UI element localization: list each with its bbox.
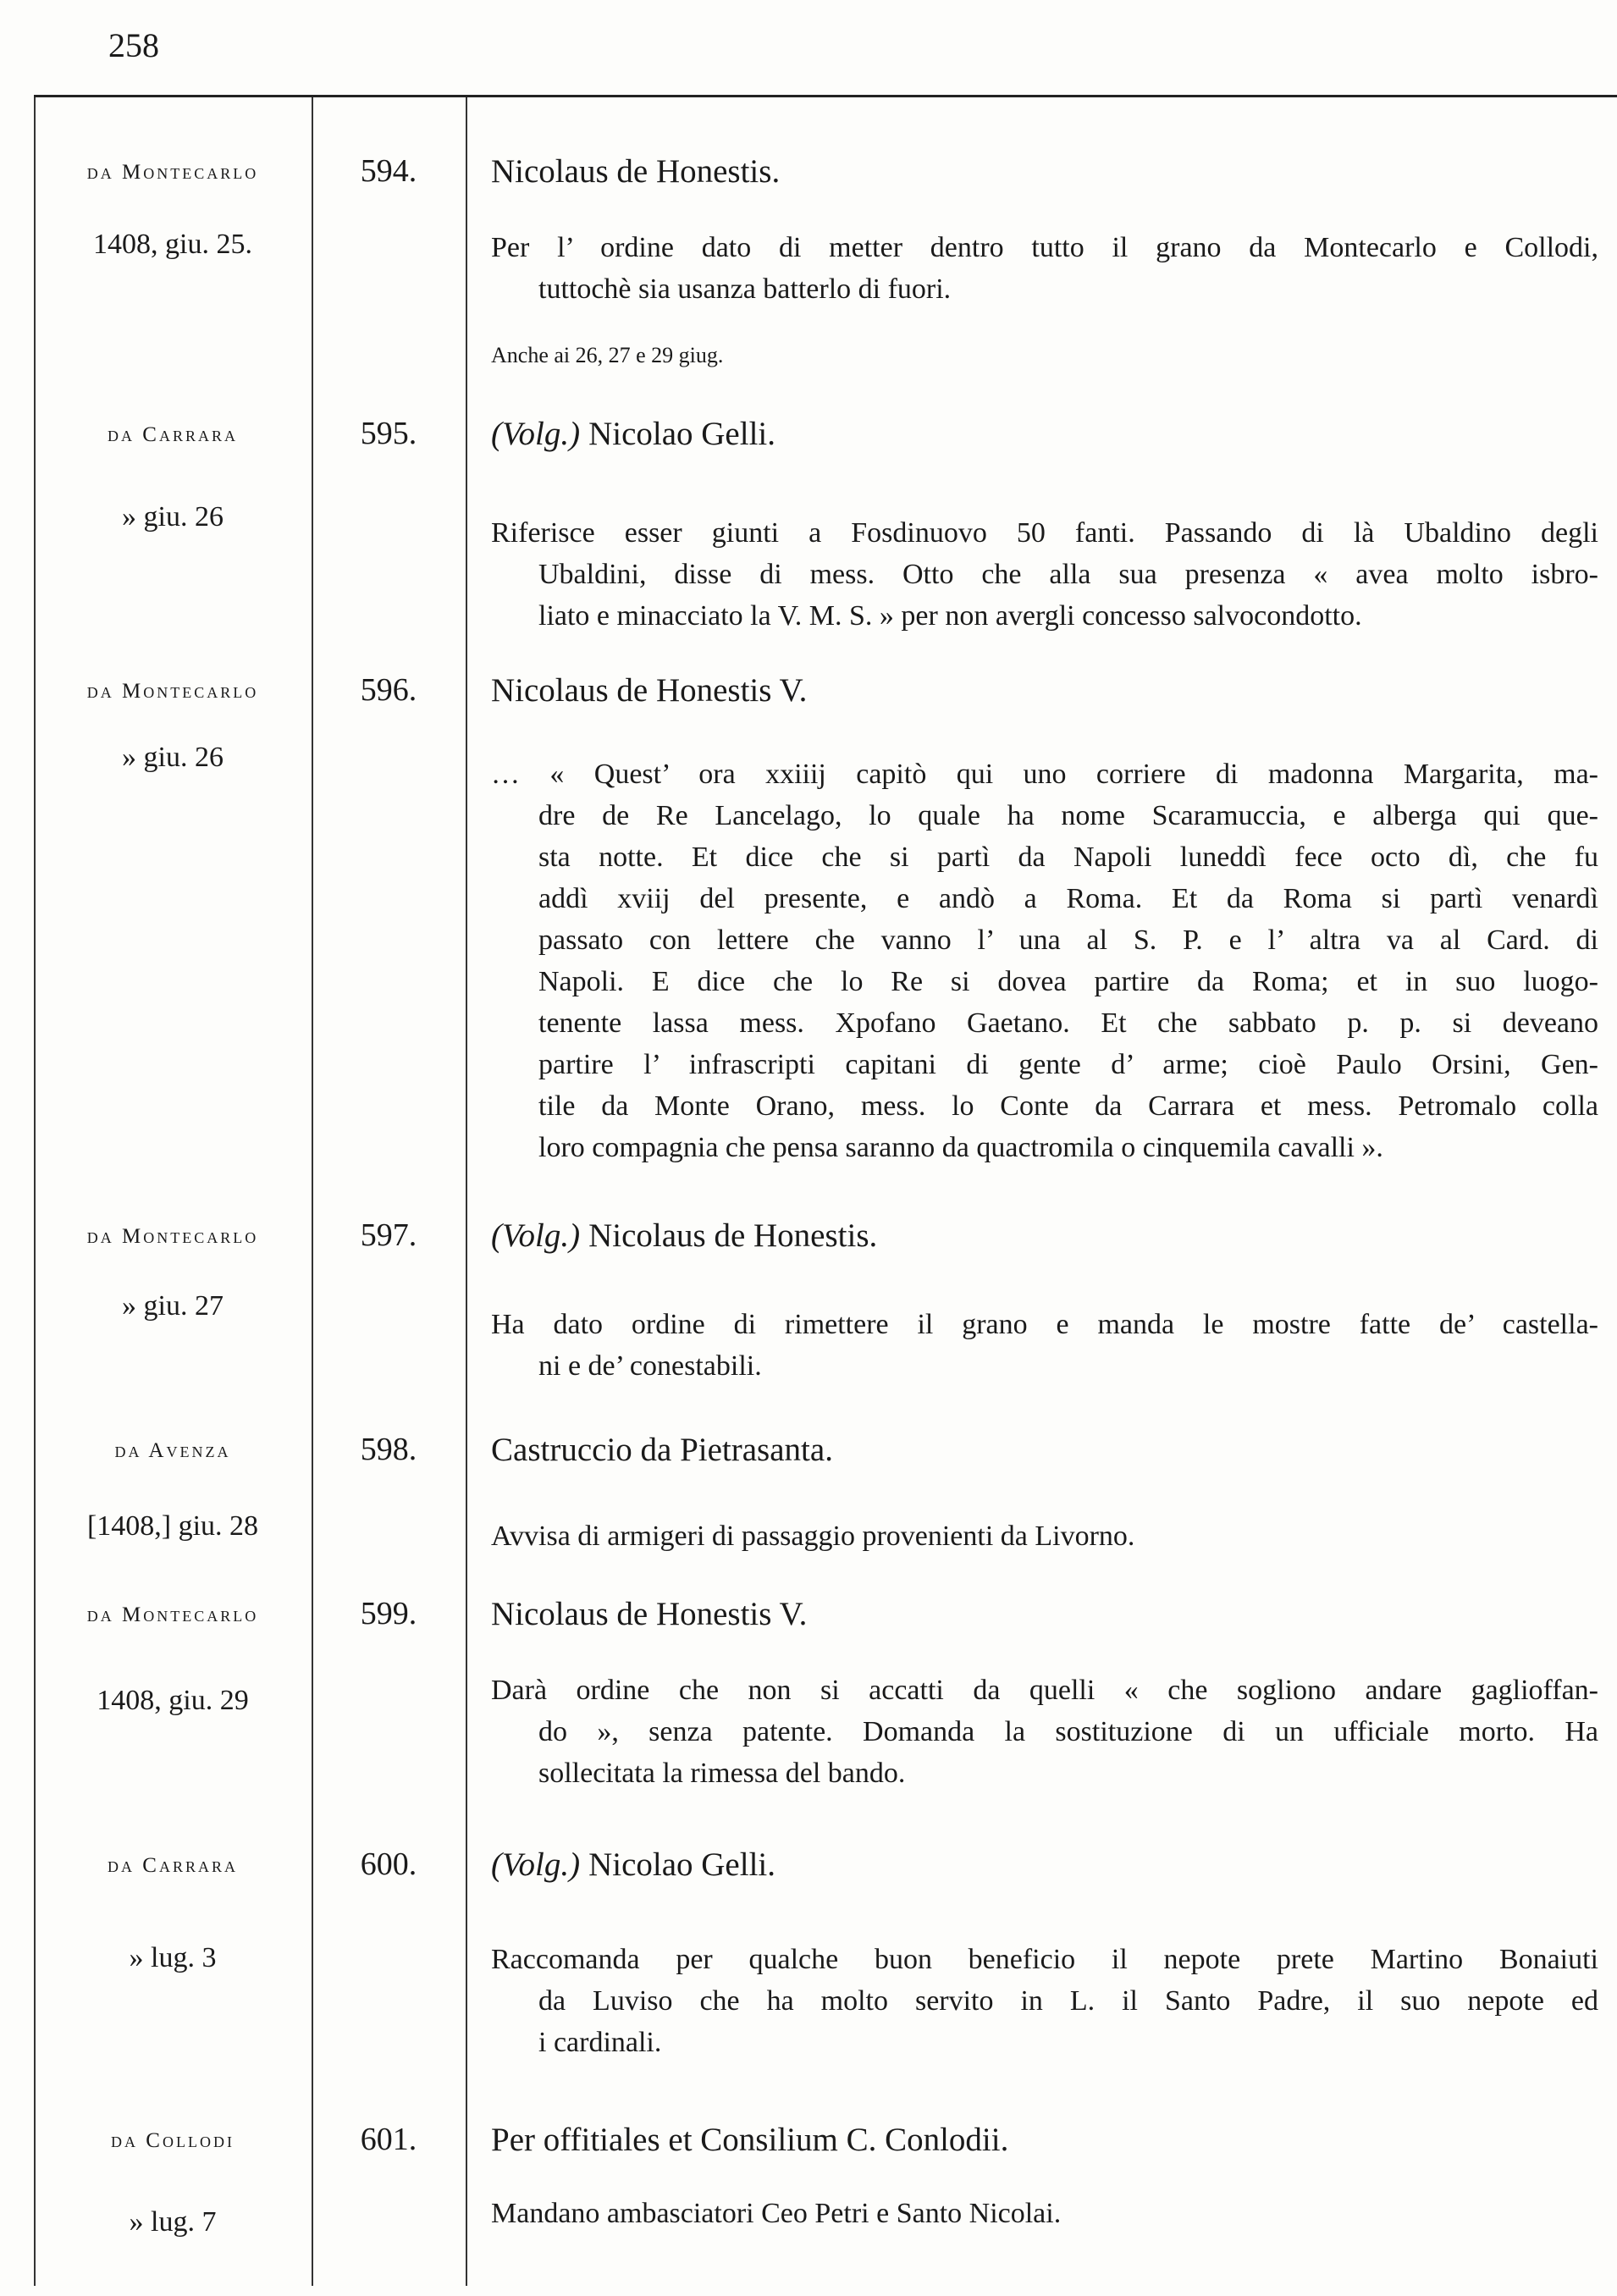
body-line: … « Quest’ ora xxiiij capitò qui uno corriere di madonna Margarita, ma- xyxy=(491,759,1598,790)
entry-place: da Carrara xyxy=(108,423,238,446)
body-line: sollecitata la rimessa del bando. xyxy=(538,1758,906,1789)
entry-number: 601. xyxy=(360,2122,417,2157)
entry-place: da Montecarlo xyxy=(86,161,259,184)
entry-number: 595. xyxy=(360,416,417,451)
entry-place: da Montecarlo xyxy=(86,1225,259,1248)
entry-heading xyxy=(491,671,807,709)
body-line: i cardinali. xyxy=(538,2027,662,2058)
entry-number: 596. xyxy=(360,672,417,708)
body-line: Per l’ ordine dato di metter dentro tutto il grano da Montecarlo e Collodi, xyxy=(491,232,1598,263)
entry-body xyxy=(491,1670,1598,1794)
entry-number: 600. xyxy=(360,1846,417,1882)
entry-date: » giu. 26 xyxy=(122,501,224,533)
entry-date: » lug. 3 xyxy=(129,1942,217,1973)
entry-place: da Montecarlo xyxy=(86,680,259,703)
entry-number: 598. xyxy=(360,1432,417,1467)
body-line: ni e de’ conestabili. xyxy=(538,1350,762,1382)
body-line: Ubaldini, disse di mess. Otto che alla sua presenza « avea molto isbro- xyxy=(538,559,1598,590)
entry-place: da Carrara xyxy=(108,1854,238,1877)
body-line: tenente lassa mess. Xpofano Gaetano. Et che sabbato p. p. si deveano xyxy=(538,1007,1598,1039)
entry-number: 599. xyxy=(360,1596,417,1631)
entry-heading-volg: (Volg.) xyxy=(491,416,581,452)
entry-heading-text: Castruccio da Pietrasanta. xyxy=(491,1432,833,1468)
entry-body xyxy=(491,512,1598,637)
entry-body xyxy=(491,1515,1598,1557)
entry-heading-text: Nicolaus de Honestis V. xyxy=(491,672,808,709)
entry-body xyxy=(491,1304,1598,1387)
entry-date: 1408, giu. 25. xyxy=(93,229,252,260)
entry-heading-text: Nicolao Gelli. xyxy=(588,1846,775,1883)
entry-heading-text: Nicolaus de Honestis V. xyxy=(491,1596,808,1632)
top-rule xyxy=(34,95,1617,97)
entry-note: Anche ai 26, 27 e 29 giug. xyxy=(491,343,724,367)
body-line: do », senza patente. Domanda la sostituzione di un ufficiale morto. Ha xyxy=(538,1716,1598,1747)
entry-date: [1408,] giu. 28 xyxy=(86,1510,259,1542)
entry-heading-text: Per offitiales et Consilium C. Conlodii. xyxy=(491,2122,1009,2158)
body-line: da Luviso che ha molto servito in L. il Santo Padre, il suo nepote ed xyxy=(538,1985,1598,2017)
body-line: addì xviij del presente, e andò a Roma. Et da Roma si partì venardì xyxy=(538,883,1598,914)
entry-heading xyxy=(491,1217,877,1255)
entry-date: » lug. 7 xyxy=(129,2206,217,2238)
entry-place: da Avenza xyxy=(114,1439,231,1462)
entry-body xyxy=(491,227,1598,310)
entry-place: da Montecarlo xyxy=(86,1603,259,1626)
entry-heading xyxy=(491,415,775,453)
column-divider-number xyxy=(466,97,467,2286)
body-line: Raccomanda per qualche buon beneficio il nepote prete Martino Bonaiuti xyxy=(491,1944,1598,1975)
body-line: sta notte. Et dice che si partì da Napoli luneddì fece octo dì, che fu xyxy=(538,842,1598,873)
page-number: 258 xyxy=(108,26,159,64)
entry-heading xyxy=(491,1846,775,1884)
entry-heading-volg: (Volg.) xyxy=(491,1217,581,1254)
entry-body xyxy=(491,753,1598,1168)
entry-number: 597. xyxy=(360,1217,417,1253)
entry-heading xyxy=(491,1595,807,1633)
body-line: dre de Re Lancelago, lo quale ha nome Scaramuccia, e alberga qui que- xyxy=(538,800,1598,831)
entry-place: da Collodi xyxy=(111,2129,235,2152)
entry-heading-text: Nicolaus de Honestis. xyxy=(491,153,781,190)
body-line: Riferisce esser giunti a Fosdinuovo 50 fanti. Passando di là Ubaldino degli xyxy=(491,517,1598,549)
body-line: Ha dato ordine di rimettere il grano e manda le mostre fatte de’ castella- xyxy=(491,1309,1598,1340)
entry-date: » giu. 26 xyxy=(122,742,224,773)
body-line: Mandano ambasciatori Ceo Petri e Santo Nicolai. xyxy=(491,2198,1062,2229)
entry-number: 594. xyxy=(360,153,417,189)
entry-body xyxy=(491,2193,1598,2234)
entry-heading xyxy=(491,1431,833,1469)
body-line: Napoli. E dice che lo Re si dovea partire da Roma; et in suo luogo- xyxy=(538,966,1598,997)
body-line: Darà ordine che non si accatti da quelli « che sogliono andare gaglioffan- xyxy=(491,1675,1598,1706)
body-line: partire l’ infrascripti capitani di gente d’ arme; cioè Paulo Orsini, Gen- xyxy=(538,1049,1598,1080)
entry-heading xyxy=(491,152,780,190)
entry-date: » giu. 27 xyxy=(122,1290,224,1322)
body-line: liato e minacciato la V. M. S. » per non avergli concesso salvocondotto. xyxy=(538,600,1362,632)
body-line: tuttochè sia usanza batterlo di fuori. xyxy=(538,273,952,305)
entry-heading-text: Nicolao Gelli. xyxy=(588,416,775,452)
entry-heading-volg: (Volg.) xyxy=(491,1846,581,1883)
body-line: passato con lettere che vanno l’ una al S. P. e l’ altra va al Card. di xyxy=(538,924,1598,956)
body-line: tile da Monte Orano, mess. lo Conte da Carrara et mess. Petromalo colla xyxy=(538,1090,1598,1122)
entry-heading xyxy=(491,2121,1008,2159)
entry-date: 1408, giu. 29 xyxy=(97,1685,249,1716)
body-line: Avvisa di armigeri di passaggio provenienti da Livorno. xyxy=(491,1521,1135,1552)
entry-body xyxy=(491,1939,1598,2063)
entry-heading-text: Nicolaus de Honestis. xyxy=(588,1217,878,1254)
body-line: loro compagnia che pensa saranno da quactromila o cinquemila cavalli ». xyxy=(538,1132,1383,1163)
